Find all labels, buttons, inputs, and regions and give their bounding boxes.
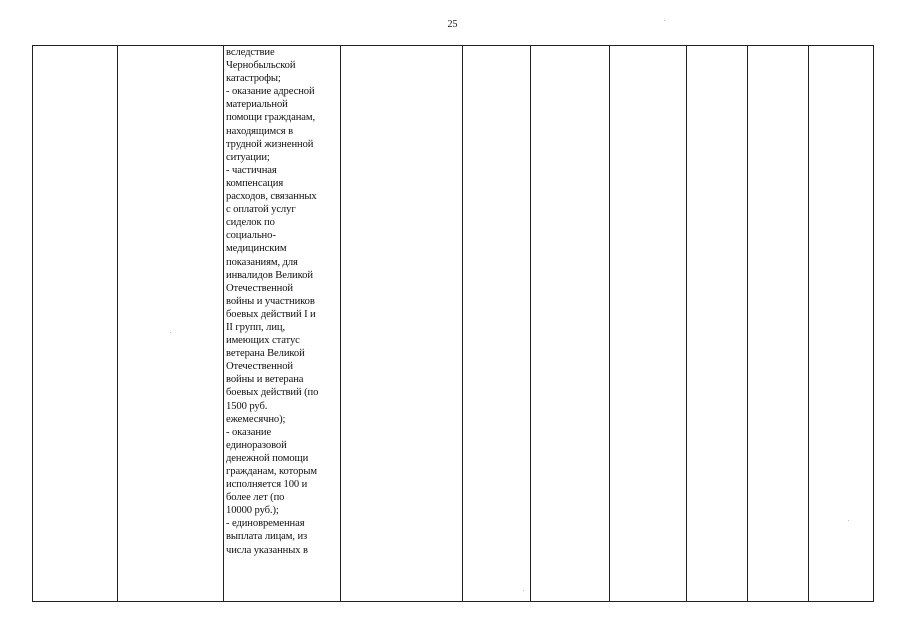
cell-text-line: инвалидов Великой — [226, 269, 313, 281]
column-divider-6 — [530, 45, 531, 602]
cell-text-line: Отечественной — [226, 361, 293, 373]
cell-text-line: - оказание адресной — [226, 86, 315, 98]
column-divider-9 — [747, 45, 748, 602]
column-divider-1 — [32, 45, 33, 602]
column-divider-11 — [873, 45, 874, 602]
cell-text-line: числа указанных в — [226, 544, 308, 556]
column-divider-5 — [462, 45, 463, 602]
scan-speck — [523, 590, 524, 591]
table-cell-description — [226, 46, 344, 602]
cell-text-line: - единовременная — [226, 518, 305, 530]
cell-text-line: социально- — [226, 230, 276, 242]
cell-text-line: более лет (по — [226, 492, 285, 504]
column-divider-3 — [223, 45, 224, 602]
cell-text-line: - частичная — [226, 164, 277, 176]
page-number: 25 — [447, 19, 458, 30]
cell-text-line: исполняется 100 и — [226, 479, 308, 491]
cell-text-line: имеющих статус — [226, 335, 300, 347]
column-divider-2 — [117, 45, 118, 602]
cell-text-line: Отечественной — [226, 282, 293, 294]
cell-text-line: денежной помощи — [226, 452, 309, 464]
cell-text-line: трудной жизненной — [226, 138, 314, 150]
cell-text-line: гражданам, которым — [226, 466, 317, 477]
cell-text-line: войны и ветерана — [226, 374, 304, 386]
cell-text-line: 10000 руб.); — [226, 505, 279, 517]
cell-text-line: войны и участников — [226, 295, 315, 307]
cell-text-line: расходов, связанных — [226, 191, 317, 203]
scan-speck — [664, 20, 665, 21]
cell-text-line: показаниям, для — [226, 256, 298, 268]
scan-speck — [848, 520, 849, 521]
cell-text-line: сиделок по — [226, 217, 275, 229]
cell-text-line: катастрофы; — [226, 73, 281, 85]
cell-text-line: ситуации; — [226, 151, 270, 163]
cell-text-line: Чернобыльской — [226, 60, 296, 72]
cell-text-line: выплата лицам, из — [226, 531, 308, 543]
cell-text-line: материальной — [226, 99, 288, 111]
cell-text-line: единоразовой — [226, 439, 287, 451]
cell-text-line: помощи гражданам, — [226, 112, 316, 124]
cell-text-line: боевых действий (по — [226, 387, 319, 399]
cell-text-line: ветерана Великой — [226, 348, 305, 360]
scan-speck — [170, 332, 171, 333]
cell-text-line: 1500 руб. — [226, 400, 268, 412]
column-divider-10 — [808, 45, 809, 602]
cell-text-line: ежемесячно); — [226, 413, 286, 425]
cell-text-line: II групп, лиц, — [226, 321, 286, 333]
cell-text-line: находящимся в — [226, 125, 293, 137]
cell-text-line: - оказание — [226, 426, 272, 438]
cell-text-line: боевых действий I и — [226, 308, 316, 320]
cell-text-line: медицинским — [226, 243, 287, 255]
cell-text-line: вследствие — [226, 47, 275, 58]
cell-text-line: с оплатой услуг — [226, 204, 296, 216]
column-divider-7 — [609, 45, 610, 602]
column-divider-8 — [686, 45, 687, 602]
cell-text-line: компенсация — [226, 177, 284, 189]
